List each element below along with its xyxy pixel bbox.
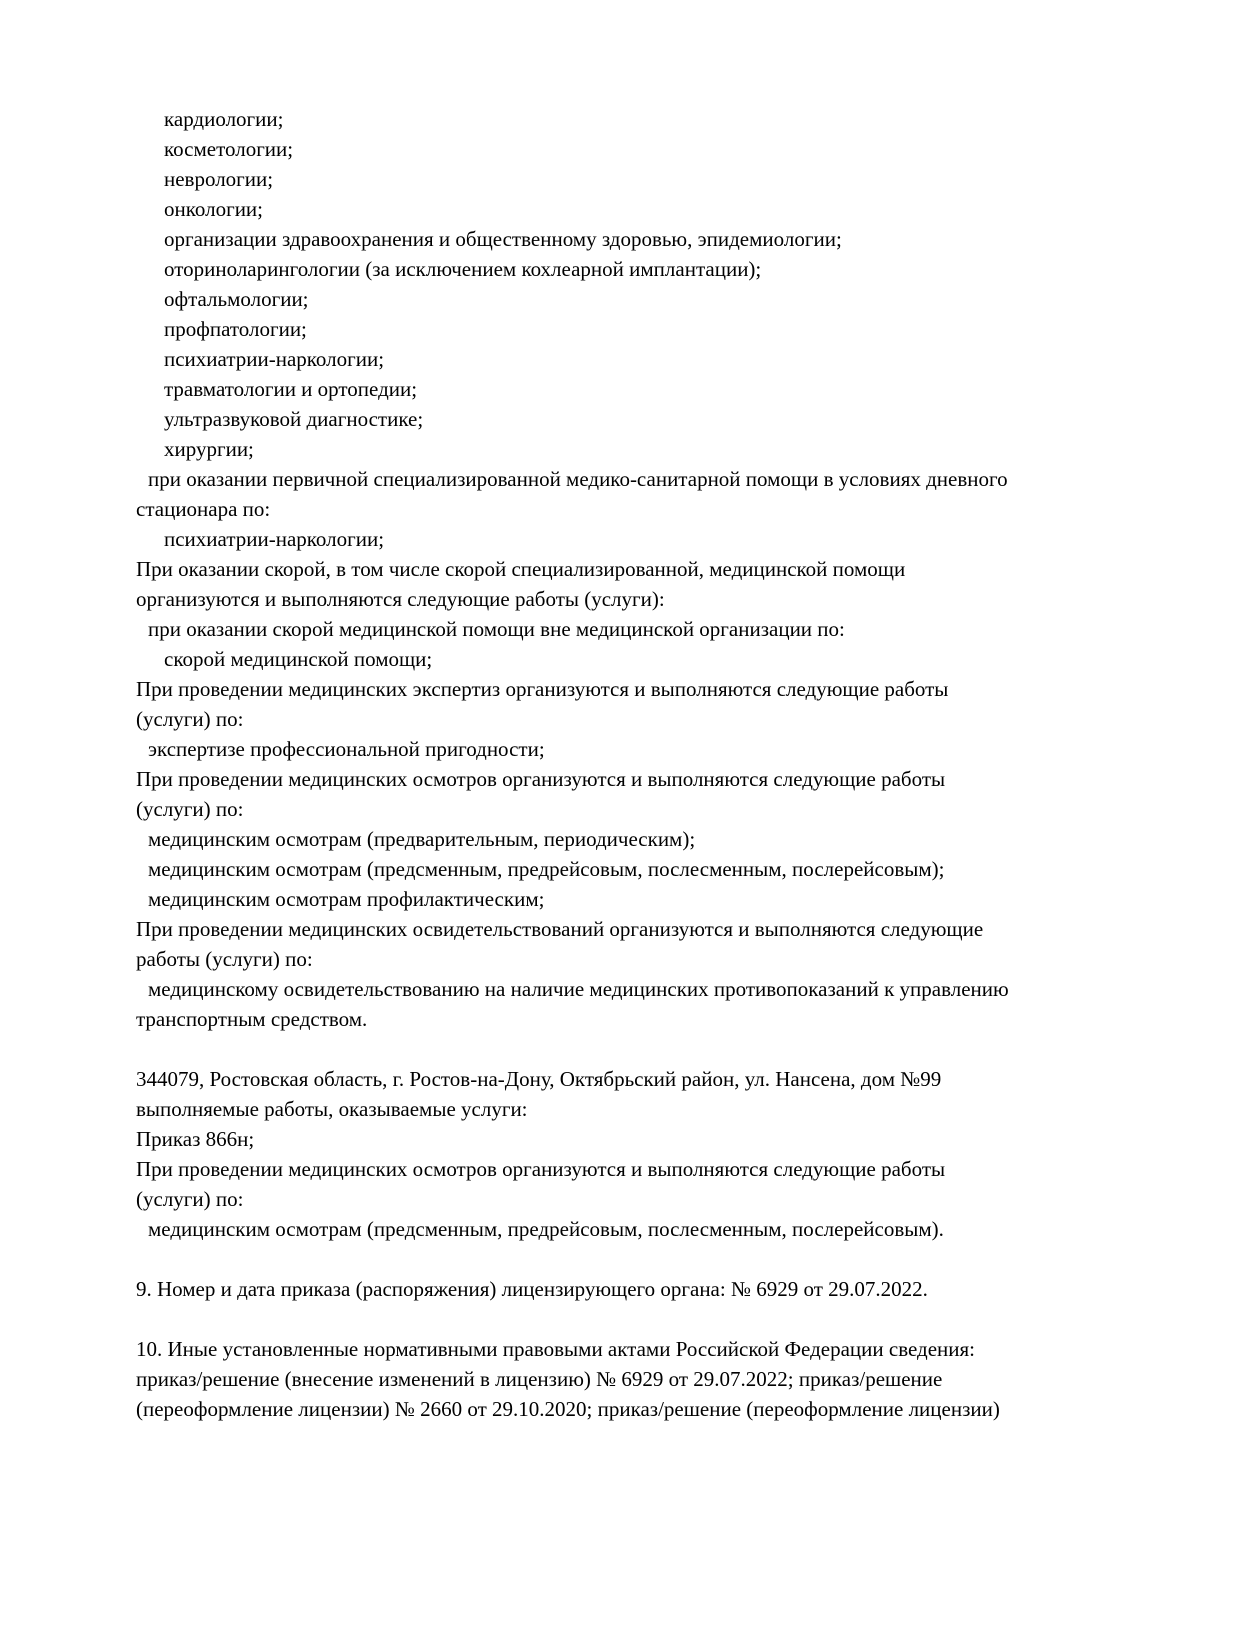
text-line: скорой медицинской помощи; <box>164 647 433 671</box>
text-line: (услуги) по: <box>136 707 244 731</box>
text-line: оториноларингологии (за исключением кохлеарной имплантации); <box>164 257 762 281</box>
text-line: При проведении медицинских экспертиз организуются и выполняются следующие работы <box>136 677 949 701</box>
text-line: организации здравоохранения и общественному здоровью, эпидемиологии; <box>164 227 842 251</box>
document-body <box>136 104 1120 1424</box>
text-line: при оказании первичной специализированной медико-санитарной помощи в условиях дневного <box>148 467 1008 491</box>
text-line: профпатологии; <box>164 317 307 341</box>
text-line: онкологии; <box>164 197 264 221</box>
text-line: работы (услуги) по: <box>136 947 313 971</box>
text-line: При оказании скорой, в том числе скорой специализированной, медицинской помощи <box>136 557 906 581</box>
text-line: При проведении медицинских освидетельствований организуются и выполняются следующие <box>136 917 984 941</box>
text-line: медицинским осмотрам (предсменным, предрейсовым, послесменным, послерейсовым). <box>148 1217 944 1241</box>
text-line: транспортным средством. <box>136 1007 368 1031</box>
text-line: психиатрии-наркологии; <box>164 527 385 551</box>
text-line: ультразвуковой диагностике; <box>164 407 424 431</box>
text-line: медицинским осмотрам (предсменным, предрейсовым, послесменным, послерейсовым); <box>148 857 945 881</box>
text-line: психиатрии-наркологии; <box>164 347 385 371</box>
text-line: кардиологии; <box>164 107 284 131</box>
text-line: хирургии; <box>164 437 254 461</box>
text-line: Приказ 866н; <box>136 1127 255 1151</box>
text-line: 344079, Ростовская область, г. Ростов-на-Дону, Октябрьский район, ул. Нансена, дом №99 <box>136 1067 942 1091</box>
text-line: (услуги) по: <box>136 1187 244 1211</box>
text-line: приказ/решение (внесение изменений в лицензию) № 6929 от 29.07.2022; приказ/решение <box>136 1367 943 1391</box>
text-line: 9. Номер и дата приказа (распоряжения) лицензирующего органа: № 6929 от 29.07.2022. <box>136 1277 928 1301</box>
text-line: медицинским осмотрам (предварительным, периодическим); <box>148 827 696 851</box>
text-line: при оказании скорой медицинской помощи вне медицинской организации по: <box>148 617 845 641</box>
text-line: 10. Иные установленные нормативными правовыми актами Российской Федерации сведения: <box>136 1337 976 1361</box>
text-line: организуются и выполняются следующие работы (услуги): <box>136 587 665 611</box>
text-line: При проведении медицинских осмотров организуются и выполняются следующие работы <box>136 767 946 791</box>
text-line: неврологии; <box>164 167 274 191</box>
text-line: травматологии и ортопедии; <box>164 377 418 401</box>
text-line: косметологии; <box>164 137 294 161</box>
text-line: экспертизе профессиональной пригодности; <box>148 737 545 761</box>
text-line: (переоформление лицензии) № 2660 от 29.10.2020; приказ/решение (переоформление лицензии) <box>136 1397 1000 1421</box>
blank-line <box>136 1034 1120 1064</box>
text-line: При проведении медицинских осмотров организуются и выполняются следующие работы <box>136 1157 946 1181</box>
text-line: стационара по: <box>136 497 271 521</box>
text-line: (услуги) по: <box>136 797 244 821</box>
text-line: выполняемые работы, оказываемые услуги: <box>136 1097 528 1121</box>
blank-line <box>136 1304 1120 1334</box>
text-line: медицинским осмотрам профилактическим; <box>148 887 545 911</box>
text-line: офтальмологии; <box>164 287 309 311</box>
blank-line <box>136 1244 1120 1274</box>
text-line: медицинскому освидетельствованию на наличие медицинских противопоказаний к управлению <box>148 977 1009 1001</box>
